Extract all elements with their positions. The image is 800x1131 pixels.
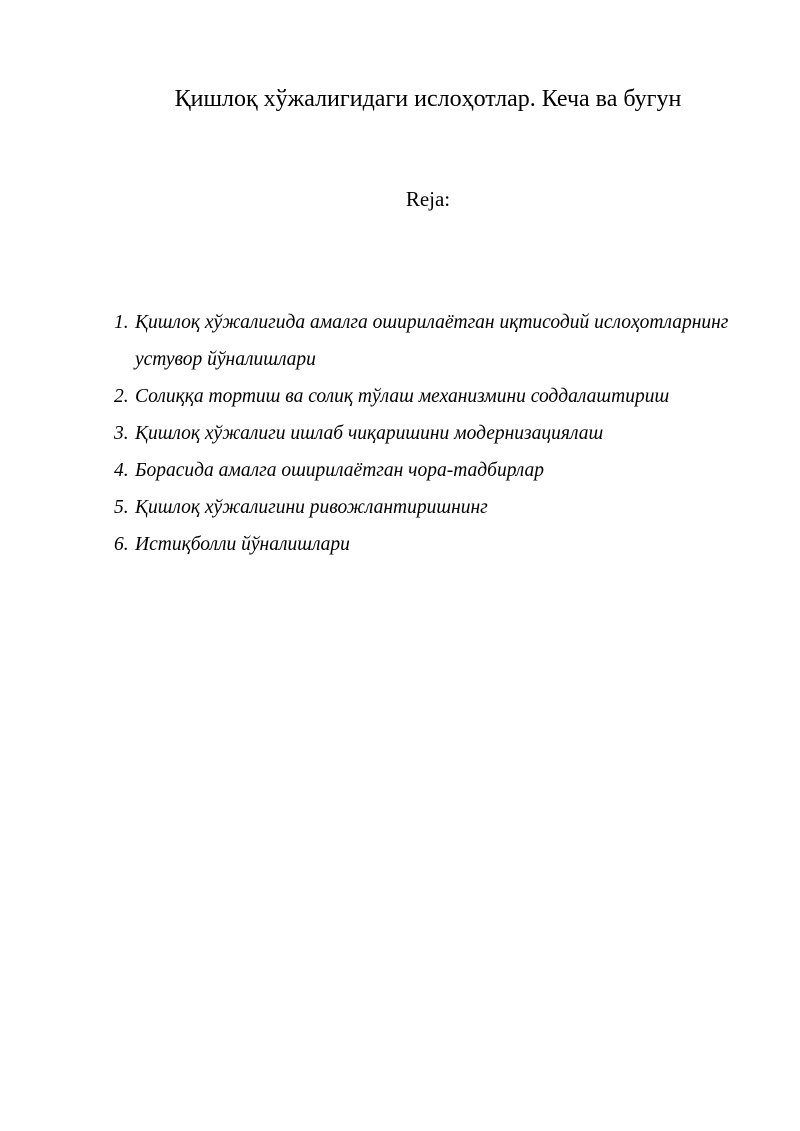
plan-item-6 bbox=[114, 526, 754, 563]
plan-item-text: Солиққа тортиш ва солиқ тўлаш механизмини соддалаштириш bbox=[135, 386, 670, 407]
plan-item-text: Борасида амалга оширилаётган чора-тадбирлар bbox=[135, 460, 544, 481]
plan-list bbox=[114, 304, 754, 563]
plan-item-1 bbox=[114, 304, 754, 378]
plan-item-number: 5. bbox=[114, 497, 129, 518]
document-title: Қишлоқ хўжалигидаги ислоҳотлар. Кеча ва бугун bbox=[174, 86, 682, 112]
plan-item-number: 1. bbox=[114, 312, 129, 333]
plan-item-number: 2. bbox=[114, 386, 129, 407]
plan-item-number: 6. bbox=[114, 534, 129, 555]
plan-item-number: 3. bbox=[114, 423, 129, 444]
plan-item-text: Қишлоқ хўжалиги ишлаб чиқаришини модернизациялаш bbox=[135, 423, 604, 444]
plan-item-3 bbox=[114, 415, 754, 452]
plan-heading: Reja: bbox=[405, 187, 451, 211]
plan-item-2 bbox=[114, 378, 754, 415]
plan-item-5 bbox=[114, 489, 754, 526]
plan-item-text: Истиқболли йўналишлари bbox=[135, 534, 350, 555]
plan-item-text: Қишлоқ хўжалигини ривожлантиришнинг bbox=[135, 497, 488, 518]
plan-item-text: Қишлоқ хўжалигида амалга оширилаётган иқтисодий ислоҳотларнинг устувор йўналишлари bbox=[135, 312, 729, 370]
plan-item-number: 4. bbox=[114, 460, 129, 481]
plan-item-4 bbox=[114, 452, 754, 489]
